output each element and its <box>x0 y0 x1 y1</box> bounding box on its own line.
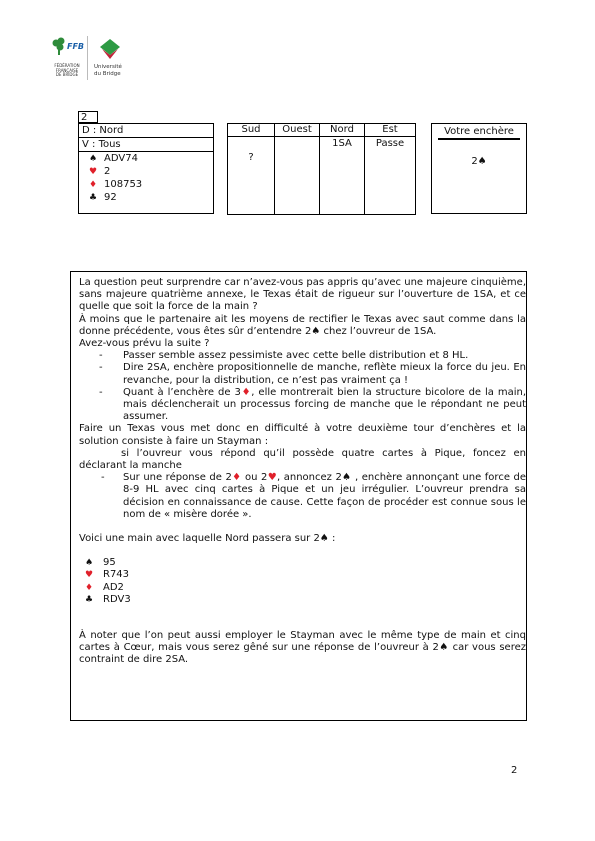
diamond-icon: ♦ <box>240 386 252 398</box>
bid-est: Passe <box>365 137 416 215</box>
hand2-row-spades: ♠ 95 <box>85 557 116 569</box>
deal-number: 2 <box>78 111 98 123</box>
ffb-logo-text: FFB <box>67 42 85 51</box>
paragraph-3: Avez-vous prévu la suite ? <box>79 338 210 350</box>
spade-icon: ♠ <box>85 558 94 569</box>
paragraph-1: La question peut surprendre car n’avez-vous pas appris qu’avec une majeure cinquième, sans majeure quatrième annexe, le Texas était de rigueur sur l’ouverture de 1SA, et ce quelle que soit la force de la main ? <box>79 277 526 313</box>
heart-icon: ♥ <box>267 472 278 484</box>
heart-icon: ♥ <box>88 167 98 177</box>
ffb-logo <box>47 36 87 80</box>
ffb-subtitle: FÉDÉRATION FRANÇAISE DE BRIDGE <box>54 63 80 77</box>
header-sud: Sud <box>228 124 275 137</box>
club-icon: ♣ <box>85 594 94 605</box>
universite-logo <box>87 36 132 80</box>
hand-2 <box>79 557 526 606</box>
paragraph-4: Faire un Texas vous met donc en difficulté à votre deuxième tour d’enchères et la solution consiste à faire un Stayman : <box>79 423 526 447</box>
diamond-icon: ♦ <box>231 472 242 484</box>
explanation-box <box>70 271 527 721</box>
bid-sud: ? <box>228 137 275 215</box>
header-ouest: Ouest <box>275 124 320 137</box>
hand-row-spades: ♠ ADV74 <box>79 152 213 165</box>
diamond-icon: ♦ <box>88 180 98 190</box>
paragraph-2: À moins que le partenaire ait les moyens de rectifier le Texas avec saut comme dans la donne précédente, vous êtes sûr d’entendre 2♠ chez l’ouvreur de 1SA. <box>79 313 526 337</box>
header-nord: Nord <box>320 124 365 137</box>
deal-box <box>78 123 214 214</box>
club-icon: ♣ <box>88 193 98 203</box>
hand-row-clubs: ♣ 92 <box>79 191 213 204</box>
paragraph-6: Voici une main avec laquelle Nord passera sur 2♠ : <box>79 533 336 545</box>
paragraph-5: si l’ouvreur vous répond qu’il possède quatre cartes à Pique, foncez en déclarant la manche <box>79 447 526 472</box>
list-item: - Sur une réponse de 2♦ ou 2♥, annoncez 2♠ , enchère annonçant une force de 8-9 HL avec cinq cartes à Pique et un jeu irrégulier. L’ouvreur prendra sa décision en connaissance de cause. Cette façon de procéder est connue sous le nom de « misère dorée ». <box>101 472 526 520</box>
universite-diamond-icon <box>88 36 132 60</box>
hand-row-diamonds: ♦ 108753 <box>79 178 213 191</box>
bidding-table <box>227 123 416 215</box>
hand-row-hearts: ♥ 2 <box>79 165 213 178</box>
heart-icon: ♥ <box>85 570 94 581</box>
list-item: - Passer semble assez pessimiste avec cette belle distribution et 8 HL. <box>99 350 469 362</box>
list-item: - Quant à l’enchère de 3♦, elle montrerait bien la structure bicolore de la main, mais déclencherait un processus forcing de manche que le répondant ne peut assumer. <box>99 386 527 423</box>
vulnerability: V : Tous <box>79 138 213 152</box>
hand2-row-clubs: ♣ RDV3 <box>85 593 131 605</box>
answer-title: Votre enchère <box>438 126 520 140</box>
list-item: - Dire 2SA, enchère propositionnelle de manche, reflète mieux la force du jeu. En revanche, pour la distribution, ce n’est pas vraiment ça ! <box>99 362 526 386</box>
hand2-row-diamonds: ♦ AD2 <box>85 581 124 593</box>
hand2-row-hearts: ♥ R743 <box>85 569 130 581</box>
bid-ouest <box>275 137 320 215</box>
bid-nord: 1SA <box>320 137 365 215</box>
universite-text: Université du Bridge <box>94 64 122 77</box>
paragraph-7: À noter que l’on peut aussi employer le Stayman avec le même type de main et cinq cartes à Cœur, mais vous serez gêné sur une réponse de l’ouvreur à 2♠ car vous serez contraint de dire 2SA. <box>79 630 526 666</box>
diamond-icon: ♦ <box>85 582 94 593</box>
dealer: D : Nord <box>79 124 213 138</box>
spade-icon: ♠ <box>88 154 98 164</box>
page-number: 2 <box>511 765 518 776</box>
answer-box <box>431 123 527 214</box>
header-est: Est <box>365 124 416 137</box>
answer-value: 2♠ <box>471 156 487 167</box>
